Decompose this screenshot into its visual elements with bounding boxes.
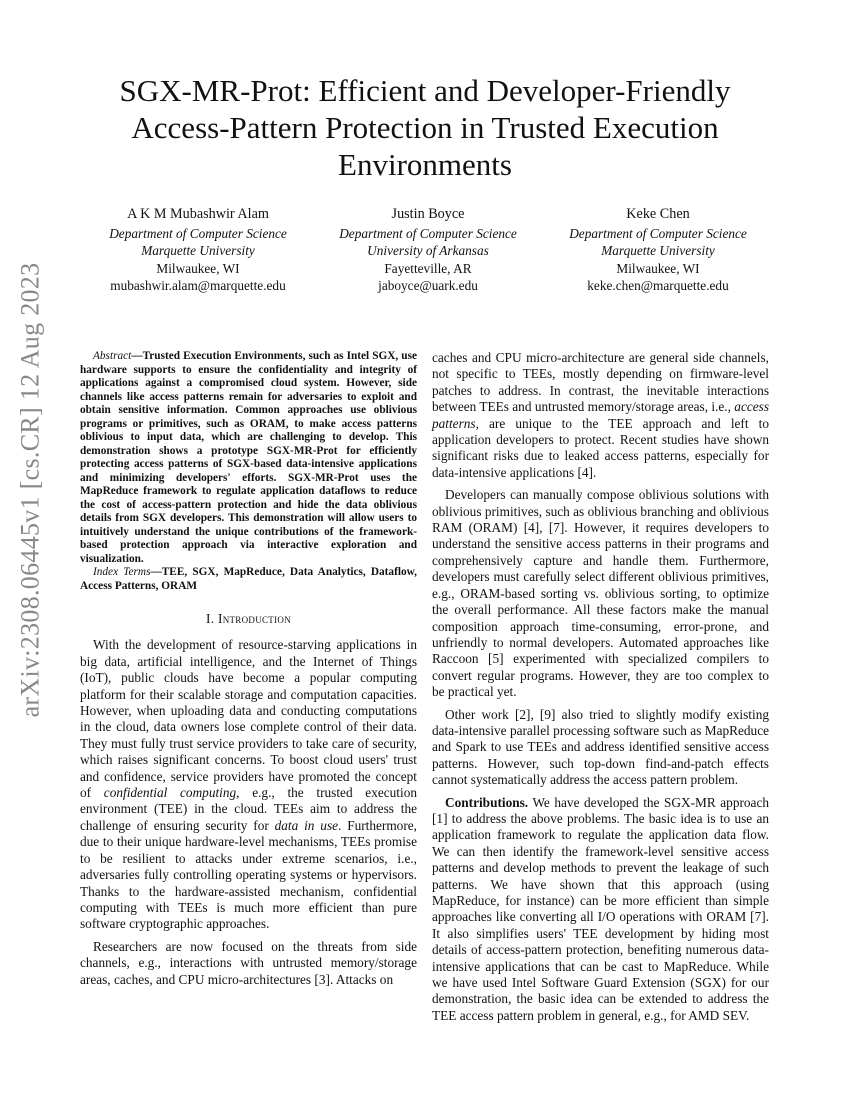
author-university: Marquette University	[141, 243, 255, 258]
abstract-lead: Abstract	[93, 350, 132, 362]
intro-paragraph-3: Developers can manually compose oblivious solutions with oblivious primitives, such as oblivious branching and oblivious RAM (ORAM) [4], [7]. However, it requires developers to understand the sensitive access patterns in their programs and comprehensively capture and handle them. Furthermore, developers must carefully select different oblivious primitives, e.g., ORAM-based sorting vs. oblivious sorting, to optimize the overall performance. All these factors make the manual composition approach time-consuming, error-prone, and unfriendly to normal developers. Automated approaches like Raccoon [5] experimented with specialized compilers to convert regular programs. However, they are too complex to be practical yet.	[432, 487, 769, 700]
index-terms-text: —TEE, SGX, MapReduce, Data Analytics, Dataflow, Access Patterns, ORAM	[80, 566, 417, 592]
text-run: . Furthermore, due to their unique hardware-level mechanisms, TEEs promise to be resilient to attacks under extreme scenarios, i.e., adversaries fully controlling operating systems or hypervisors. Thanks to the hardware-assisted mechanism, confidential computing with TEEs is much more efficient than pure software cryptographic approaches.	[80, 817, 417, 932]
emphasis-data-in-use: data in use	[274, 817, 339, 833]
intro-paragraph-1	[80, 637, 417, 932]
author-1	[83, 206, 313, 295]
contributions-text: We have developed the SGX-MR approach [1] to address the above problems. The basic idea is to use an application framework to regulate the application data flow. We can then identify the framework-level sensitive access patterns and develop methods to prevent the leakage of such patterns. We have shown that this approach (using MapReduce, for instance) can be more efficient than simple approaches like converting all I/O operations with ORAM [7]. It also simplifies users' TEE development by hiding most details of access-pattern protection, benefiting numerous data-intensive applications that can be cast to MapReduce. While we have used Intel Software Guard Extension (SGX) for our demonstration, the basic idea can be extended to address the TEE access pattern problem in general, e.g., for AMD SEV.	[432, 794, 769, 1023]
author-2	[313, 206, 543, 295]
index-terms-lead: Index Terms	[93, 566, 151, 578]
intro-paragraph-4: Other work [2], [9] also tried to slightly modify existing data-intensive parallel processing software such as MapReduce and Spark to use TEEs and address identified sensitive access patterns. However, such top-down find-and-patch effects cannot systematically address the access pattern problem.	[432, 706, 769, 788]
arxiv-identifier-stamp	[0, 262, 60, 718]
author-university: University of Arkansas	[367, 243, 489, 258]
author-3	[543, 206, 773, 295]
section-heading-introduction: I. Introduction	[206, 611, 291, 626]
author-email: jaboyce@uark.edu	[378, 278, 478, 293]
arxiv-identifier: arXiv:2308.06445v1 [cs.CR] 12 Aug 2023	[15, 262, 45, 718]
right-column	[432, 350, 769, 1024]
author-email: mubashwir.alam@marquette.edu	[110, 278, 286, 293]
left-column	[80, 350, 417, 988]
abstract	[80, 350, 417, 566]
author-university: Marquette University	[601, 243, 715, 258]
author-email: keke.chen@marquette.edu	[587, 278, 729, 293]
author-department: Department of Computer Science	[109, 225, 287, 241]
emphasis-access-patterns: access patterns	[432, 399, 769, 431]
text-run: With the development of resource-starving applications in big data, artificial intelligence, and the Internet of Things (IoT), public clouds have become a popular computing platform for their scalable storage and computation capacities. However, when uploading data and conducting computations in the cloud, data owners lose complete control of their data. They must fully trust service providers to take care of security, which raises significant concerns. To boost cloud users' trust and confidence, service providers have promoted the concept of	[80, 637, 417, 801]
author-name: Justin Boyce	[391, 206, 465, 222]
author-department: Department of Computer Science	[569, 225, 747, 241]
author-department: Department of Computer Science	[339, 225, 517, 241]
author-city: Fayetteville, AR	[384, 260, 472, 276]
contributions-lead: Contributions.	[445, 794, 529, 810]
author-block	[83, 206, 773, 295]
text-run: , are unique to the TEE approach and left to application developers to protect. Recent studies have shown significant risks due to leaked access patterns, especially for data-intensive applications [4].	[432, 415, 769, 480]
intro-paragraph-2: Researchers are now focused on the threats from side channels, e.g., interactions with untrusted memory/storage areas, caches, and CPU micro-architectures [3]. Attacks on	[80, 938, 417, 987]
author-city: Milwaukee, WI	[616, 260, 700, 276]
emphasis-confidential-computing: confidential computing	[103, 785, 237, 801]
index-terms	[80, 566, 417, 593]
contributions-paragraph	[432, 795, 769, 1025]
text-run: caches and CPU micro-architecture are general side channels, not specific to TEEs, mostly depending on firmware-level patches to address. In contrast, the inevitable interactions between TEEs and untrusted memory/storage areas, i.e.,	[432, 350, 769, 415]
author-city: Milwaukee, WI	[156, 260, 240, 276]
paper-title: SGX-MR-Prot: Efficient and Developer-Friendly Access-Pattern Protection in Trusted Execution Environments	[119, 73, 731, 182]
intro-paragraph-2-continued	[432, 350, 769, 481]
abstract-text: —Trusted Execution Environments, such as Intel SGX, use hardware supports to ensure the confidentiality and integrity of applications against a compromised cloud system. However, side channels like access patterns remain for adversaries to exploit and obtain sensitive information. Common approaches use oblivious programs or primitives, such as ORAM, to make access patterns oblivious to input data, which are challenging to develop. This demonstration shows a prototype SGX-MR-Prot for efficiently protecting access patterns of SGX-based data-intensive applications and minimizing developers' efforts. SGX-MR-Prot uses the MapReduce framework to regulate application dataflows to reduce the cost of access-pattern protection and hide the data oblivious details from SGX developers. This demonstration will allow users to intuitively understand the unique contributions of the framework-based protection approach via interactive exploration and visualization.	[80, 350, 417, 565]
author-name: A K M Mubashwir Alam	[127, 206, 269, 222]
author-name: Keke Chen	[626, 206, 690, 222]
text-run: , e.g., the trusted execution environment (TEE) in the cloud. TEEs aim to address the challenge of ensuring security for	[80, 785, 417, 833]
